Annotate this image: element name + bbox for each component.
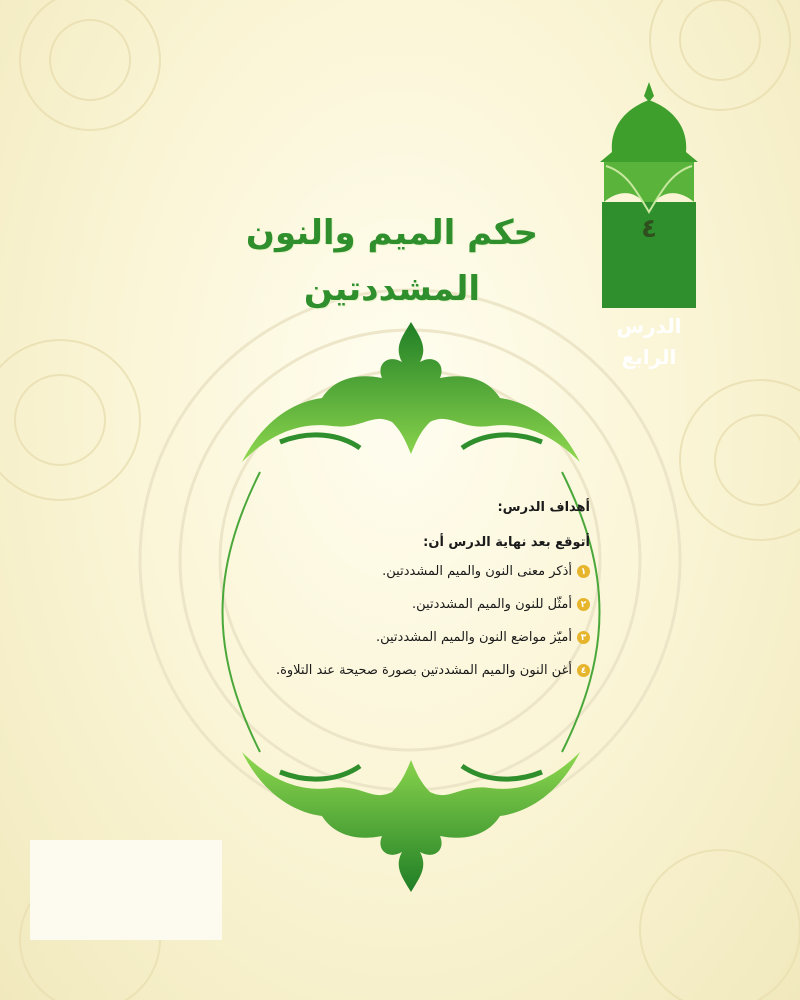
badge-shape xyxy=(596,82,702,308)
objective-item xyxy=(232,564,590,579)
objective-text: أذكر معنى النون والميم المشددتين. xyxy=(382,564,572,579)
lesson-badge xyxy=(596,82,702,369)
blank-area xyxy=(30,840,222,940)
objective-item xyxy=(232,630,590,645)
lesson-number: ٤ xyxy=(641,214,657,244)
objectives-list xyxy=(232,564,590,678)
objective-text: أميّز مواضع النون والميم المشددتين. xyxy=(375,630,572,645)
badge-label-fourth: الرابع xyxy=(621,345,677,369)
badge-label-lesson: الدرس xyxy=(616,314,682,338)
objective-text: أغن النون والميم المشددتين بصورة صحيحة عند التلاوة. xyxy=(275,663,572,678)
objective-text: أمثّل للنون والميم المشددتين. xyxy=(412,597,572,612)
title-line-1: حكم الميم والنون xyxy=(245,213,539,253)
objective-item xyxy=(232,597,590,612)
objectives-intro: أتوقع بعد نهاية الدرس أن: xyxy=(423,535,590,550)
objective-number-badge: ٢ xyxy=(577,598,590,611)
objectives-section xyxy=(232,500,590,696)
objective-number-badge: ٤ xyxy=(577,664,590,677)
objective-item xyxy=(232,663,590,678)
objective-number-badge: ٣ xyxy=(577,631,590,644)
objective-number-badge: ١ xyxy=(577,565,590,578)
title-line-2: المشددتين xyxy=(303,269,481,309)
page-title xyxy=(242,205,542,317)
objectives-heading: أهداف الدرس: xyxy=(497,500,590,515)
